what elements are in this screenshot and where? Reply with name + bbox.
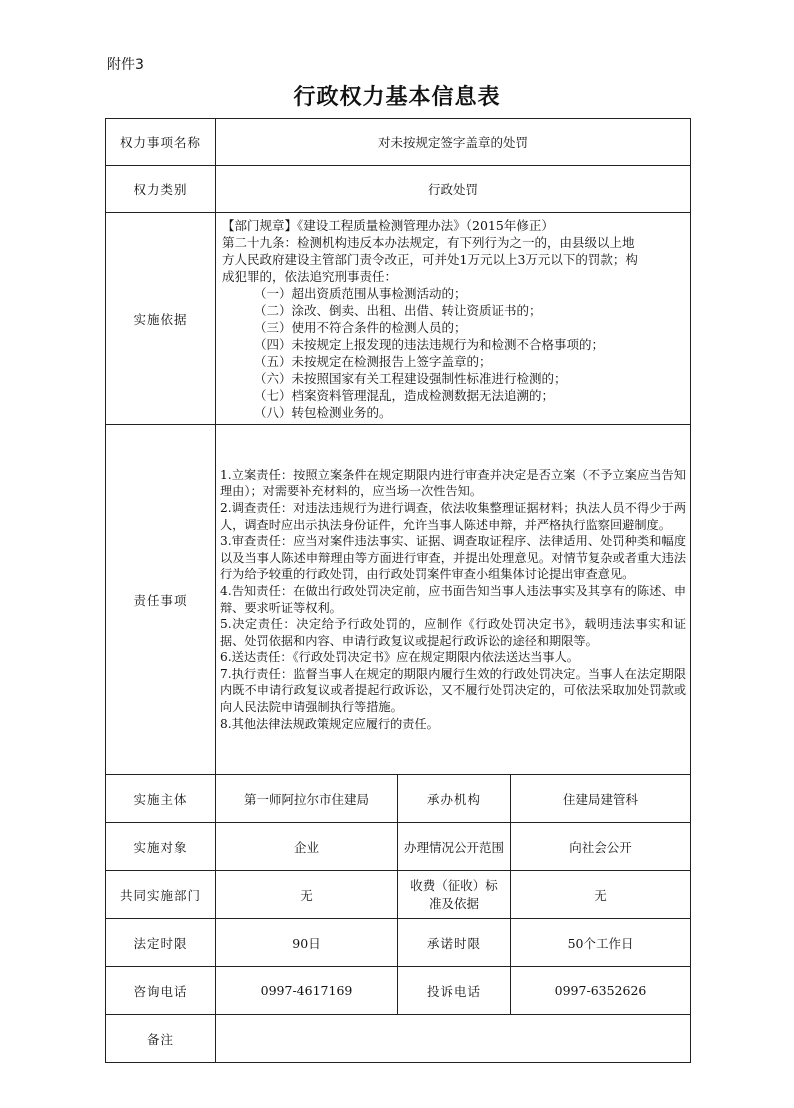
consult-phone-label: 咨询电话: [106, 967, 216, 1015]
basis-item: （七）档案资料管理混乱，造成检测数据无法追溯的；: [254, 388, 555, 403]
basis-line: 第二十九条：检测机构违反本办法规定，有下列行为之一的，由县级以上地: [222, 235, 635, 250]
responsibility-content: [216, 425, 691, 775]
info-table: [105, 118, 691, 1063]
legal-time-value: 90日: [216, 919, 398, 967]
responsibility-item: 6.送达责任：《行政处罚决定书》应在规定期限内依法送达当事人。: [220, 650, 579, 665]
row-phone: [106, 967, 691, 1015]
target-label: 实施对象: [106, 823, 216, 871]
row-basis: [106, 213, 691, 425]
disclosure-value: 向社会公开: [511, 823, 691, 871]
responsibility-item: 4.告知责任：在做出行政处罚决定前，应书面告知当事人违法事实及其享有的陈述、申辩、要求听证等权利。: [220, 583, 687, 615]
row-subject: [106, 775, 691, 823]
basis-item: （四）未按规定上报发现的违法违规行为和检测不合格事项的；: [254, 337, 605, 352]
organizer-label: 承办机构: [398, 775, 511, 823]
basis-item: （一）超出资质范围从事检测活动的；: [254, 286, 467, 301]
row-remark: [106, 1015, 691, 1063]
power-type-value: 行政处罚: [216, 166, 691, 213]
basis-item: （八）转包检测业务的。: [254, 405, 392, 420]
basis-item: （二）涂改、倒卖、出租、出借、转让资质证书的；: [254, 303, 542, 318]
basis-item: （六）未按照国家有关工程建设强制性标准进行检测的；: [254, 371, 567, 386]
power-type-label: 权力类别: [106, 166, 216, 213]
responsibility-item: 3.审查责任：应当对案件违法事实、证据、调查取证程序、法律适用、处罚种类和幅度以及当事人陈述申辩理由等方面进行审查，并提出处理意见。对情节复杂或者重大违法行为给予较重的行政处罚，由行政处罚案件审查小组集体讨论提出审查意见。: [220, 534, 687, 582]
basis-label: 实施依据: [106, 213, 216, 425]
subject-label: 实施主体: [106, 775, 216, 823]
fee-value: 无: [511, 871, 691, 919]
power-name-label: 权力事项名称: [106, 119, 216, 166]
page-title: 行政权力基本信息表: [293, 84, 501, 110]
remark-label: 备注: [106, 1015, 216, 1063]
promise-time-label: 承诺时限: [398, 919, 511, 967]
basis-content: [216, 213, 691, 425]
row-power-type: [106, 166, 691, 213]
complaint-phone-value: 0997-6352626: [511, 967, 691, 1015]
responsibility-label: 责任事项: [106, 425, 216, 775]
row-joint: [106, 871, 691, 919]
organizer-value: 住建局建管科: [511, 775, 691, 823]
row-target: [106, 823, 691, 871]
row-time: [106, 919, 691, 967]
power-name-value: 对未按规定签字盖章的处罚: [216, 119, 691, 166]
subject-value: 第一师阿拉尔市住建局: [216, 775, 398, 823]
joint-value: 无: [216, 871, 398, 919]
responsibility-item: 2.调查责任：对违法违规行为进行调查，依法收集整理证据材料；执法人员不得少于两人，调查时应出示执法身份证件，允许当事人陈述申辩，并严格执行监察回避制度。: [220, 500, 687, 532]
responsibility-item: 5.决定责任：决定给予行政处罚的，应制作《行政处罚决定书》，载明违法事实和证据、处罚依据和内容、申请行政复议或提起行政诉讼的途径和期限等。: [220, 617, 687, 648]
fee-label: 收费（征收）标准及依据: [398, 871, 511, 919]
responsibility-item: 7.执行责任：监督当事人在规定的期限内履行生效的行政处罚决定。当事人在法定期限内既不申请行政复议或者提起行政诉讼，又不履行处罚决定的，可依法采取加处罚款或向人民法院申请强制执行等措施。: [220, 666, 687, 715]
joint-label: 共同实施部门: [106, 871, 216, 919]
complaint-phone-label: 投诉电话: [398, 967, 511, 1015]
basis-item: （五）未按规定在检测报告上签字盖章的；: [254, 354, 492, 369]
basis-item: （三）使用不符合条件的检测人员的；: [254, 320, 467, 335]
basis-line: 成犯罪的，依法追究刑事责任：: [222, 269, 398, 284]
consult-phone-value: 0997-4617169: [216, 967, 398, 1015]
promise-time-value: 50个工作日: [511, 919, 691, 967]
target-value: 企业: [216, 823, 398, 871]
disclosure-label: 办理情况公开范围: [398, 823, 511, 871]
legal-time-label: 法定时限: [106, 919, 216, 967]
basis-line: 方人民政府建设主管部门责令改正，可并处1万元以上3万元以下的罚款；构: [222, 252, 638, 267]
basis-line: 【部门规章】《建设工程质量检测管理办法》（2015年修正）: [222, 218, 554, 233]
row-power-name: [106, 119, 691, 166]
responsibility-item: 8.其他法律法规政策规定应履行的责任。: [220, 716, 439, 731]
attachment-label: 附件3: [107, 57, 144, 73]
responsibility-item: 1.立案责任：按照立案条件在规定期限内进行审查并决定是否立案（不予立案应当告知理由）；对需要补充材料的，应当场一次性告知。: [220, 467, 687, 499]
row-responsibility: [106, 425, 691, 775]
remark-value: [216, 1015, 691, 1063]
